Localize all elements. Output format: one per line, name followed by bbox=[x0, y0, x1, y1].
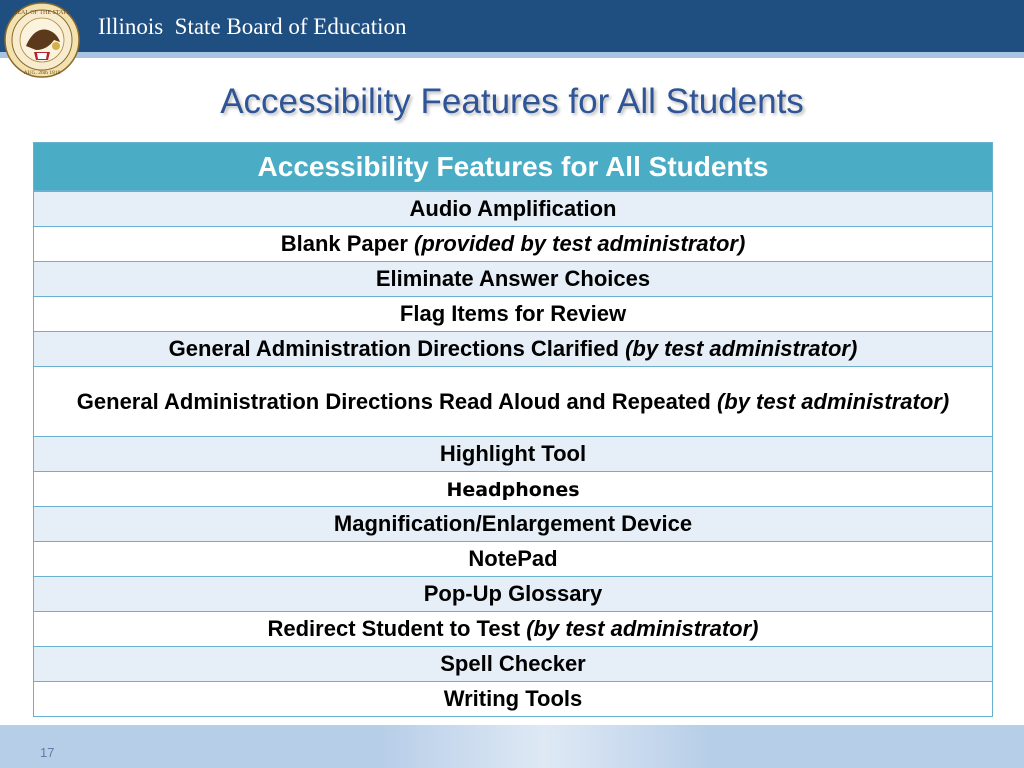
table-row bbox=[34, 261, 992, 296]
features-table bbox=[33, 142, 993, 717]
table-row bbox=[34, 191, 992, 226]
table-row bbox=[34, 331, 992, 366]
row-text: Magnification/Enlargement Device bbox=[333, 511, 693, 536]
row-text: Highlight Tool bbox=[439, 441, 587, 466]
row-text: General Administration Directions Read Aloud and Repeated bbox=[76, 388, 717, 414]
row-text: Writing Tools bbox=[443, 686, 583, 711]
row-text: Headphones bbox=[446, 479, 580, 501]
row-text: Blank Paper bbox=[280, 231, 414, 256]
svg-text:AUG. 26th 1818: AUG. 26th 1818 bbox=[23, 70, 61, 76]
row-text: Flag Items for Review bbox=[399, 301, 627, 326]
header-stripe bbox=[0, 52, 1024, 58]
table-row bbox=[34, 646, 992, 681]
row-note: (provided by test administrator) bbox=[414, 231, 746, 256]
row-note: (by test administrator) bbox=[526, 616, 759, 641]
footer-highlight bbox=[380, 725, 710, 768]
table-row bbox=[34, 681, 992, 716]
row-text: Spell Checker bbox=[440, 651, 586, 676]
table-row bbox=[34, 226, 992, 261]
table-row bbox=[34, 576, 992, 611]
table-row bbox=[34, 296, 992, 331]
table-row bbox=[34, 611, 992, 646]
svg-text:SEAL OF THE STATE: SEAL OF THE STATE bbox=[13, 10, 71, 16]
row-text: NotePad bbox=[468, 546, 558, 571]
slide-title: Accessibility Features for All Students bbox=[220, 82, 804, 121]
table-row bbox=[34, 436, 992, 471]
row-note: (by test administrator) bbox=[716, 388, 950, 414]
state-seal-logo bbox=[4, 2, 80, 78]
table-header: Accessibility Features for All Students bbox=[34, 143, 992, 191]
org-name: Illinois State Board of Education bbox=[98, 14, 407, 39]
table-row bbox=[34, 541, 992, 576]
page-number: 17 bbox=[40, 745, 55, 760]
row-text: Eliminate Answer Choices bbox=[375, 266, 651, 291]
table-row bbox=[34, 471, 992, 506]
row-text: General Administration Directions Clarified bbox=[168, 336, 626, 361]
table-row bbox=[34, 366, 992, 436]
table-row bbox=[34, 506, 992, 541]
row-text: Pop-Up Glossary bbox=[423, 581, 603, 606]
row-text: Audio Amplification bbox=[409, 196, 617, 221]
row-text: Redirect Student to Test bbox=[267, 616, 527, 641]
row-note: (by test administrator) bbox=[625, 336, 858, 361]
